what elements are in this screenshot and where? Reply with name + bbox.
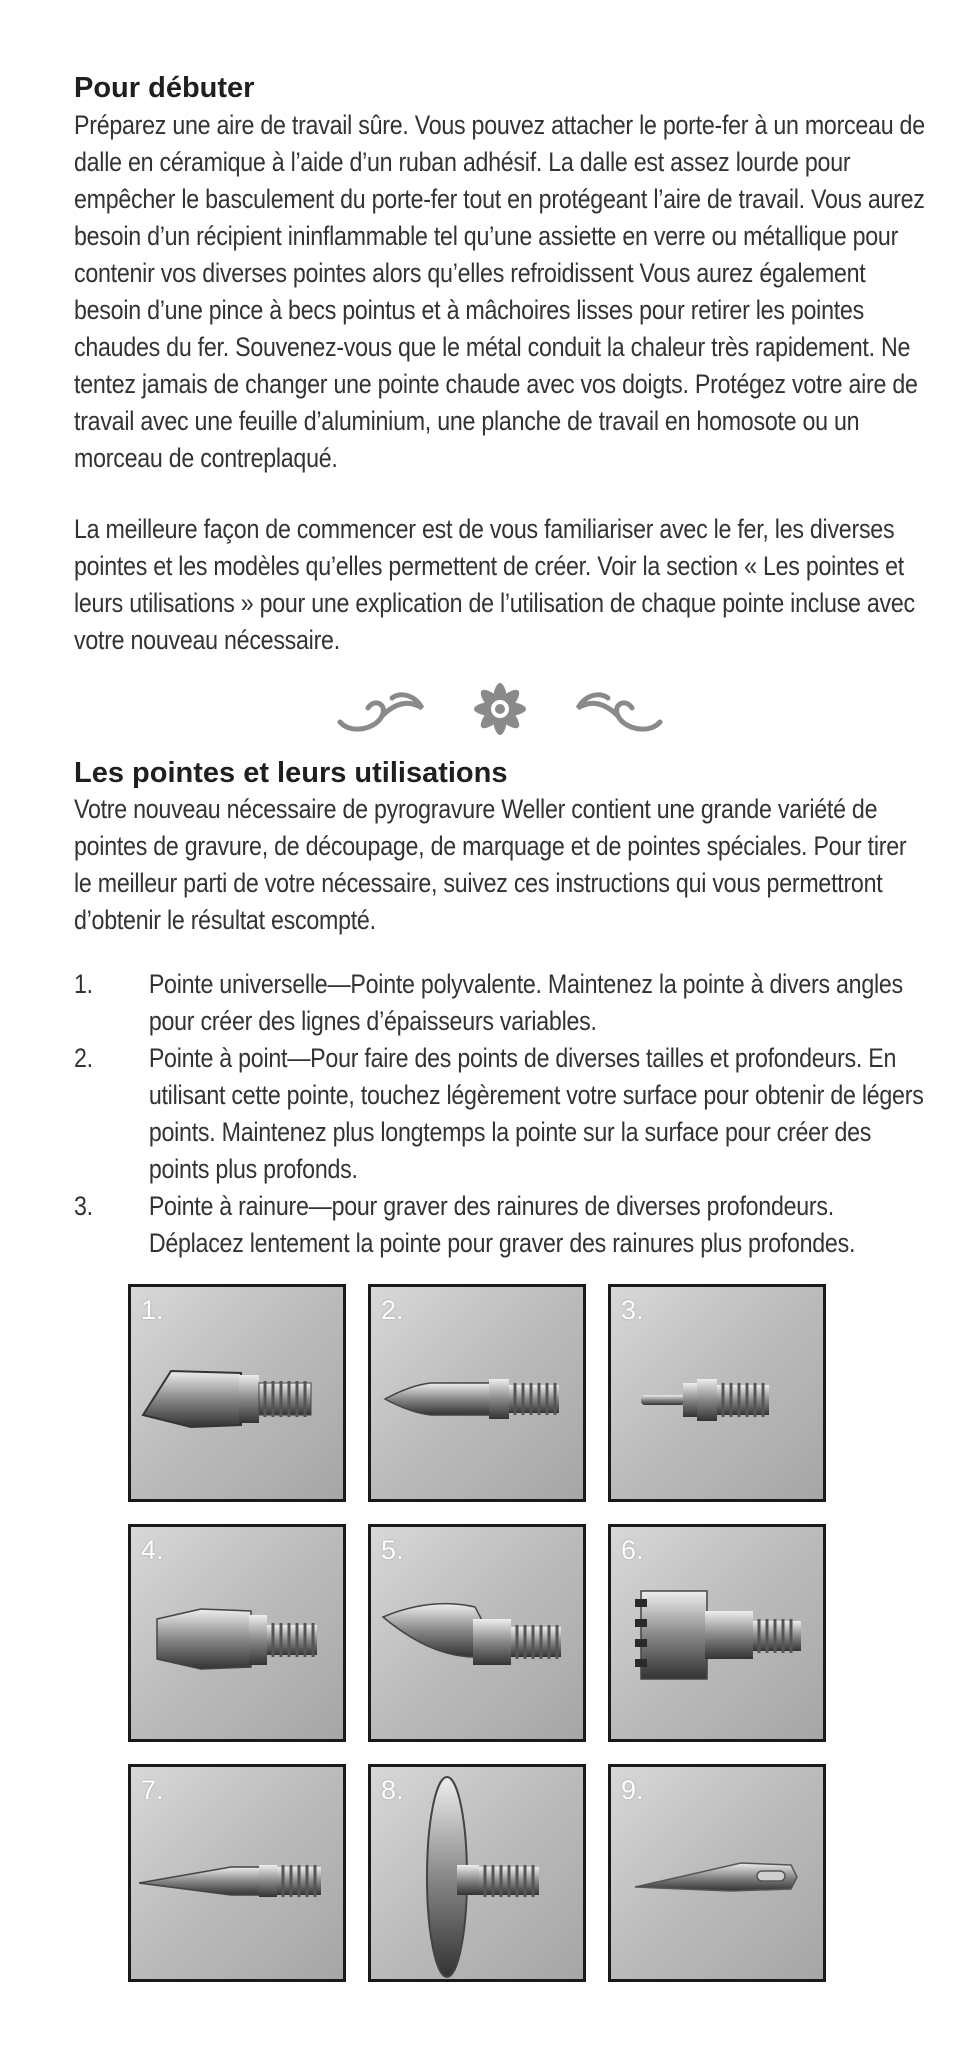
photo-label: 7. <box>141 1775 164 1805</box>
photo-tile-7 <box>128 1764 346 1982</box>
paragraph-familiarize: La meilleure façon de commencer est de vous familiariser avec le fer, les diverses pointes et les modèles qu’elles permettent de créer. Voir la section « Les pointes et leurs utilisations » pour une explication de l’utilisation de chaque pointe incluse avec votre nouveau nécessaire. <box>74 514 915 655</box>
photo-tile-6 <box>608 1524 826 1742</box>
list-item-number: 2. <box>74 1043 93 1073</box>
photo-tile-2 <box>368 1284 586 1502</box>
photo-label: 3. <box>621 1295 644 1325</box>
list-item <box>74 1040 934 1188</box>
list-item-text: Pointe à point—Pour faire des points de diverses tailles et profondeurs. En utilisant cette pointe, touchez légèrement votre surface pour obtenir de légers points. Maintenez plus longtemps la pointe sur la surface pour créer des points plus profonds. <box>148 1043 924 1184</box>
list-item-text: Pointe à rainure—pour graver des rainures de diverses profondeurs. Déplacez lentement la pointe pour graver des rainures plus profondes. <box>148 1191 856 1258</box>
section-title-getting-started: Pour débuter <box>74 72 255 104</box>
photo-tile-8 <box>368 1764 586 1982</box>
photo-label: 9. <box>621 1775 644 1805</box>
photo-label: 6. <box>621 1535 644 1565</box>
photo-tile-9 <box>608 1764 826 1982</box>
photo-tile-3 <box>608 1284 826 1502</box>
list-item-text: Pointe universelle—Pointe polyvalente. Maintenez la pointe à divers angles pour créer des lignes d’épaisseurs variables. <box>148 969 903 1036</box>
photo-label: 1. <box>141 1295 164 1325</box>
photo-label: 2. <box>381 1295 404 1325</box>
list-item-number: 3. <box>74 1191 93 1221</box>
photo-label: 4. <box>141 1535 164 1565</box>
paragraph-getting-started: Préparez une aire de travail sûre. Vous pouvez attacher le porte-fer à un morceau de dalle en céramique à l’aide d’un ruban adhésif. La dalle est assez lourde pour empêcher le basculement du porte-fer tout en protégeant l’aire de travail. Vous aurez besoin d’un récipient ininflammable tel qu’une assiette en verre ou métallique pour contenir vos diverses pointes alors qu’elles refroidissent Vous aurez également besoin d’une pince à becs pointus et à mâchoires lisses pour retirer les pointes chaudes du fer. Souvenez-vous que le métal conduit la chaleur très rapidement. Ne tentez jamais de changer une pointe chaude avec vos doigts. Protégez votre aire de travail avec une feuille d’aluminium, une planche de travail en homosote ou un morceau de contreplaqué. <box>74 110 925 473</box>
list-item <box>74 966 934 1040</box>
tips-photo-grid <box>128 1284 848 2000</box>
paragraph-tips-intro: Votre nouveau nécessaire de pyrogravure Weller contient une grande variété de pointes de gravure, de découpage, de marquage et de pointes spéciales. Pour tirer le meilleur parti de votre nécessaire, suivez ces instructions qui vous permettront d’obtenir le résultat escompté. <box>74 794 907 935</box>
photo-label: 8. <box>381 1775 404 1805</box>
list-item-number: 1. <box>74 969 93 999</box>
floral-ornament-icon <box>330 664 670 754</box>
section-title-tips: Les pointes et leurs utilisations <box>74 757 508 789</box>
photo-tile-4 <box>128 1524 346 1742</box>
photo-tile-1 <box>128 1284 346 1502</box>
photo-label: 5. <box>381 1535 404 1565</box>
tips-list <box>74 966 934 1262</box>
photo-tile-5 <box>368 1524 586 1742</box>
list-item <box>74 1188 934 1262</box>
